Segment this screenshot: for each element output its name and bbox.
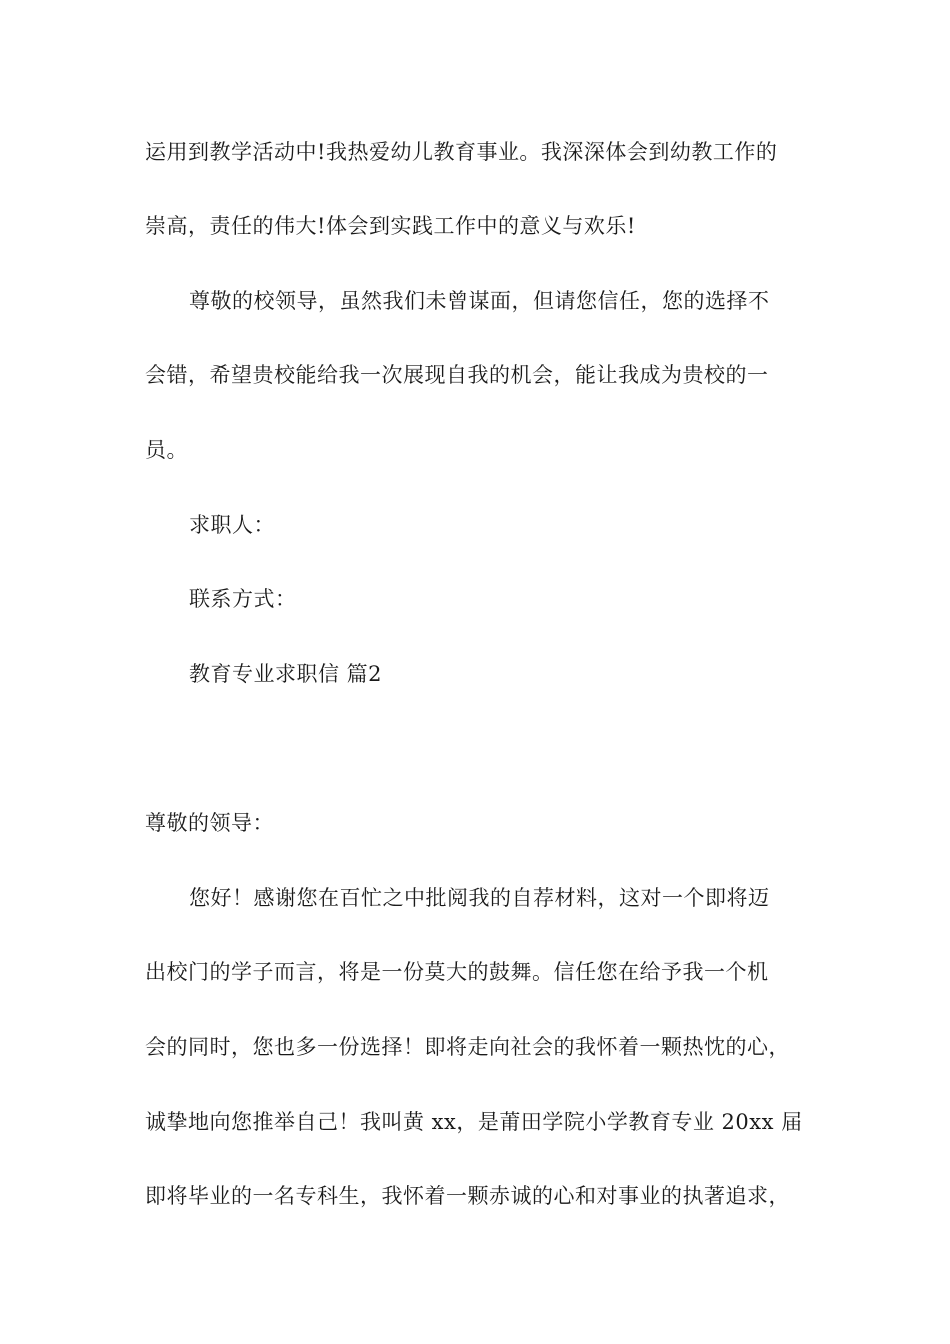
body-text-line: 出校门的学子而言，将是一份莫大的鼓舞。信任您在给予我一个机 [145, 960, 769, 984]
salutation: 尊敬的领导： [145, 811, 274, 835]
body-text-line: 会的同时，您也多一份选择！即将走向社会的我怀着一颗热忱的心， [145, 1035, 790, 1059]
body-text-line: 崇高，责任的伟大!体会到实践工作中的意义与欢乐! [145, 214, 636, 238]
body-text-line: 会错，希望贵校能给我一次展现自我的机会，能让我成为贵校的一 [145, 363, 769, 387]
body-text-line: 您好！感谢您在百忙之中批阅我的自荐材料，这对一个即将迈 [189, 886, 770, 910]
body-text-line: 即将毕业的一名专科生，我怀着一颗赤诚的心和对事业的执著追求， [145, 1184, 790, 1208]
body-text-line: 员。 [145, 438, 188, 462]
body-text-line: 诚挚地向您推举自己！我叫黄 xx，是莆田学院小学教育专业 20xx 届 [145, 1110, 803, 1134]
section-heading: 教育专业求职信 篇2 [189, 662, 383, 686]
contact-label: 联系方式： [189, 587, 297, 611]
body-text-line: 尊敬的校领导，虽然我们未曾谋面，但请您信任，您的选择不 [189, 289, 770, 313]
body-text-line: 运用到教学活动中!我热爱幼儿教育事业。我深深体会到幼教工作的 [145, 140, 778, 164]
applicant-label: 求职人： [189, 513, 275, 537]
